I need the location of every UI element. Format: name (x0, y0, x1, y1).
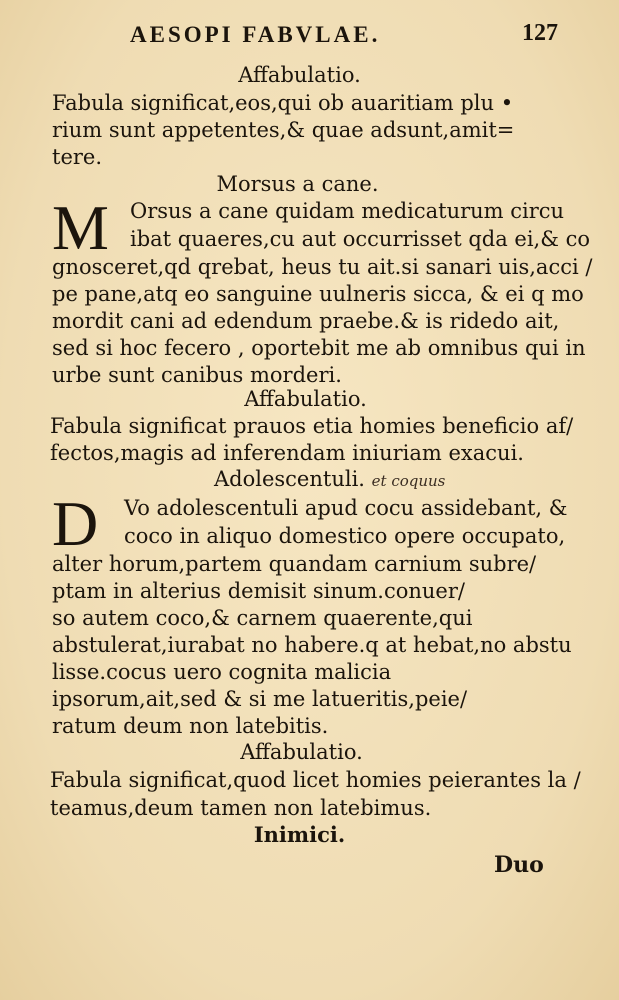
handwritten-annotation: et coquus (371, 472, 446, 490)
text-line: sed si hoc fecero , oportebit me ab omnibus qui in (52, 336, 586, 360)
text-line: abstulerat,iurabat no habere.q at hebat,no abstu (52, 633, 572, 657)
text-line: Fabula significat,eos,qui ob auaritiam plu • (52, 91, 514, 115)
catchword: Duo (494, 852, 544, 878)
text-line: Vo adolescentuli apud cocu assidebant, & (124, 496, 568, 520)
text-line: pe pane,atq eo sanguine uulneris sicca, & ei q mo (52, 282, 584, 306)
text-line: ratum deum non latebitis. (52, 714, 329, 738)
fable-title: Inimici. (253, 822, 346, 847)
running-head: AESOPI FABVLAE. (130, 22, 381, 47)
text-line: fectos,magis ad inferendam iniuriam exacui. (50, 441, 524, 465)
fable-title: Adolescentuli. (214, 467, 365, 491)
page-number: 127 (522, 20, 558, 46)
text-line: gnosceret,qd qrebat, heus tu ait.si sanari uis,acci / (52, 255, 593, 279)
text-line: urbe sunt canibus morderi. (52, 363, 342, 387)
fable-title: Morsus a cane. (216, 172, 379, 196)
text-line: lisse.cocus uero cognita malicia (52, 660, 392, 684)
drop-cap: D (52, 488, 99, 559)
affabulatio-heading: Affabulatio. (240, 740, 363, 764)
drop-cap: M (52, 192, 109, 263)
fable-title-line (214, 466, 445, 494)
text-line: ibat quaeres,cu aut occurrisset qda ei,& co (130, 227, 591, 251)
affabulatio-heading: Affabulatio. (244, 387, 367, 411)
text-line: teamus,deum tamen non latebimus. (50, 796, 432, 820)
affabulatio-heading: Affabulatio. (238, 63, 361, 87)
text-line: coco in aliquo domestico opere occupato, (124, 524, 566, 548)
text-line: Orsus a cane quidam medicaturum circu (130, 199, 565, 223)
text-line: ipsorum,ait,sed & si me latueritis,peie/ (52, 687, 468, 711)
text-line: tere. (52, 145, 103, 169)
text-line: alter horum,partem quandam carnium subre/ (52, 552, 537, 576)
text-line: Fabula significat prauos etia homies beneficio af/ (50, 414, 574, 438)
text-line: Fabula significat,quod licet homies peierantes la / (50, 768, 581, 792)
text-line: rium sunt appetentes,& quae adsunt,amit= (52, 118, 515, 142)
text-line: ptam in alterius demisit sinum.conuer/ (52, 579, 465, 603)
text-line: mordit cani ad edendum praebe.& is ridedo ait, (52, 309, 560, 333)
text-line: so autem coco,& carnem quaerente,qui (52, 606, 473, 630)
